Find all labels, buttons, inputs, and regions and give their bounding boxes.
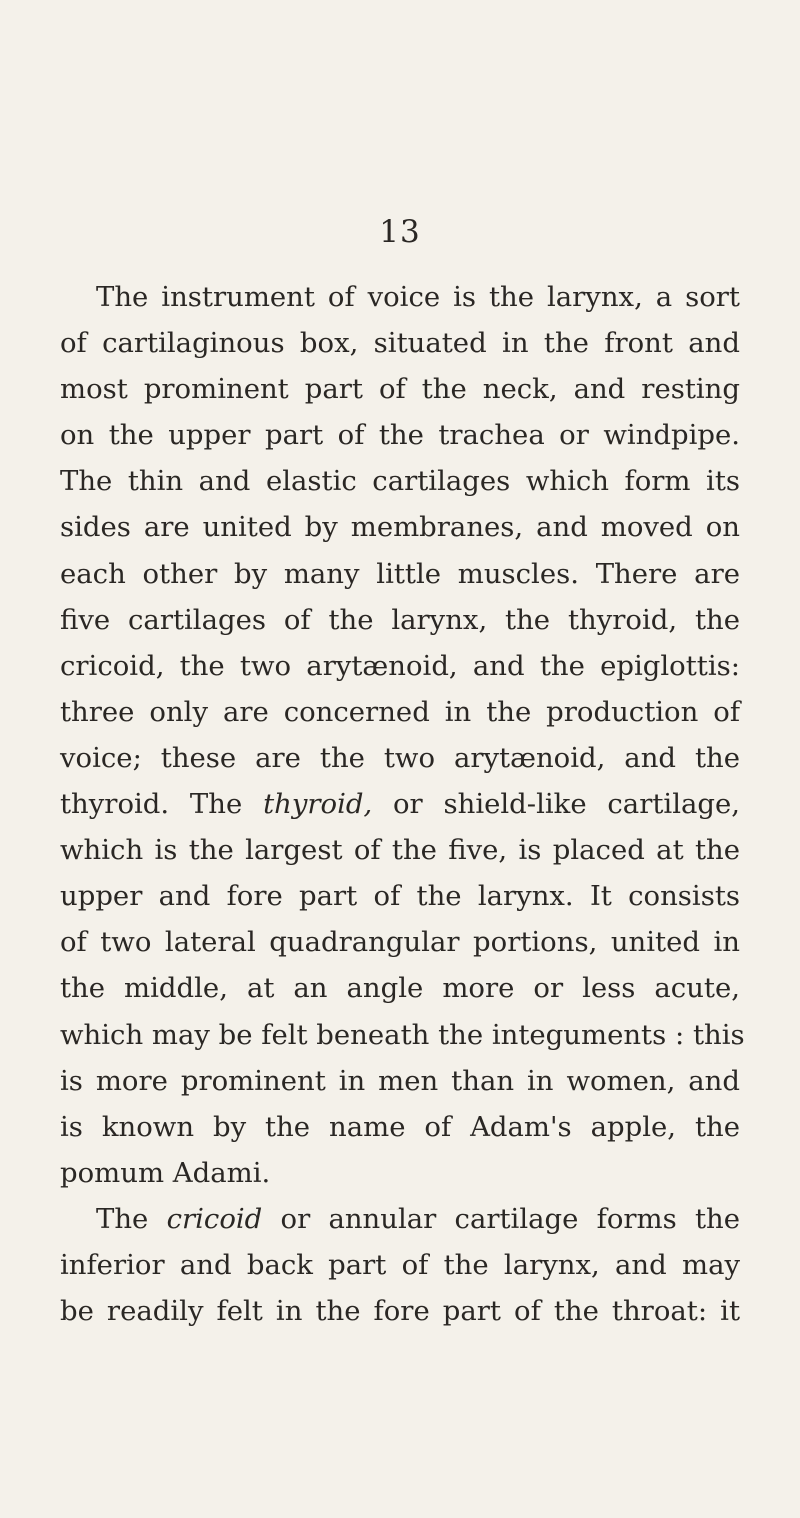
text-line: of cartilaginous box, situated in the front and xyxy=(60,327,740,360)
text-line: of two lateral quadrangular portions, united in xyxy=(60,926,740,959)
text-line: The cricoid or annular cartilage forms the xyxy=(96,1202,740,1235)
text-line: thyroid. The thyroid, or shield-like cartilage, xyxy=(60,788,741,821)
text-line: the middle, at an angle more or less acute, xyxy=(60,972,740,1005)
text-line: five cartilages of the larynx, the thyroid, the xyxy=(60,603,740,636)
text-line: is known by the name of Adam's apple, the xyxy=(60,1110,740,1143)
text-line: voice; these are the two arytænoid, and the xyxy=(60,741,740,774)
text-line: The instrument of voice is the larynx, a sort xyxy=(96,281,740,313)
body-text xyxy=(60,274,745,1334)
text-line: sides are united by membranes, and moved on xyxy=(60,511,740,544)
text-line: pomum Adami. xyxy=(60,1156,271,1189)
text-line: The thin and elastic cartilages which form its xyxy=(60,465,740,498)
text-line: which is the largest of the five, is placed at the xyxy=(60,834,740,867)
text-line: be readily felt in the fore part of the throat: it xyxy=(60,1295,740,1328)
text-line: inferior and back part of the larynx, and may xyxy=(60,1248,740,1281)
page-number: 13 xyxy=(379,214,421,250)
text-line: upper and fore part of the larynx. It consists xyxy=(60,880,740,913)
text-line: is more prominent in men than in women, and xyxy=(60,1064,740,1097)
italic-term-cricoid: cricoid xyxy=(166,1202,263,1235)
italic-term-thyroid: thyroid, xyxy=(263,788,373,821)
text-line: each other by many little muscles. There are xyxy=(60,557,740,590)
text-line: most prominent part of the neck, and resting xyxy=(60,373,740,406)
text-line: cricoid, the two arytænoid, and the epiglottis: xyxy=(60,649,740,682)
text-line: which may be felt beneath the integuments : this xyxy=(60,1018,745,1051)
text-line: on the upper part of the trachea or windpipe. xyxy=(60,419,740,452)
text-line: three only are concerned in the production of xyxy=(60,695,740,728)
